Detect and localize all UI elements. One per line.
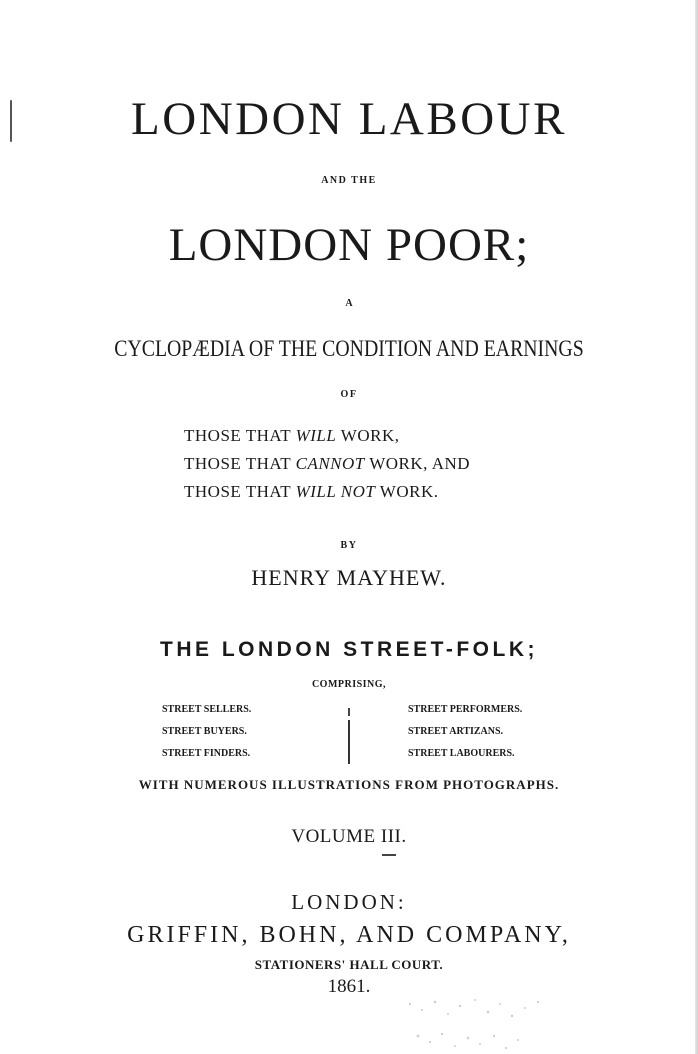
publisher-address: STATIONERS' HALL COURT. — [254, 957, 444, 972]
main-title: LONDON LABOUR — [131, 93, 567, 145]
those-line-2-pre: THOSE THAT — [184, 454, 296, 473]
those-line-2-post: WORK, AND — [364, 454, 471, 473]
column-divider — [348, 720, 350, 764]
those-line-3-pre: THOSE THAT — [184, 482, 296, 501]
those-line-1-emphasis: WILL — [295, 426, 337, 445]
those-line-2 — [184, 454, 470, 474]
those-line-3-post: WORK. — [375, 482, 439, 501]
those-line-1-post: WORK, — [336, 426, 400, 445]
those-line-2-emphasis: CANNOT — [295, 454, 365, 473]
those-line-1 — [184, 426, 399, 446]
of-connector: OF — [340, 389, 358, 400]
a-connector: A — [345, 298, 353, 309]
section-title: THE LONDON STREET-FOLK; — [160, 638, 538, 661]
subtitle: CYCLOPÆDIA OF THE CONDITION AND EARNINGS — [114, 336, 584, 361]
column-divider-tick — [348, 708, 350, 716]
those-line-3-emphasis: WILL NOT — [295, 482, 376, 501]
by-connector: BY — [340, 540, 358, 551]
right-column-item: STREET LABOURERS. — [408, 748, 515, 759]
publication-place: LONDON: — [291, 890, 407, 914]
publication-year: 1861. — [327, 976, 371, 997]
right-column-item: STREET PERFORMERS. — [408, 704, 523, 715]
those-line-3 — [184, 482, 439, 502]
and-the-connector: AND THE — [321, 175, 377, 186]
volume-number: VOLUME III. — [291, 826, 407, 847]
left-column-item: STREET BUYERS. — [162, 726, 247, 737]
illustrations-note: WITH NUMEROUS ILLUSTRATIONS FROM PHOTOGRAPHS. — [138, 777, 560, 792]
left-column-item: STREET FINDERS. — [162, 748, 251, 759]
right-column-item: STREET ARTIZANS. — [408, 726, 504, 737]
publisher-name: GRIFFIN, BOHN, AND COMPANY, — [127, 922, 571, 948]
author-name: HENRY MAYHEW. — [251, 565, 447, 590]
those-line-1-pre: THOSE THAT — [184, 426, 296, 445]
second-title: LONDON POOR; — [168, 219, 530, 271]
volume-rule — [382, 854, 396, 856]
faded-library-stamp — [400, 996, 550, 1054]
comprising-label: COMPRISING, — [311, 679, 387, 690]
left-column-item: STREET SELLERS. — [162, 704, 252, 715]
